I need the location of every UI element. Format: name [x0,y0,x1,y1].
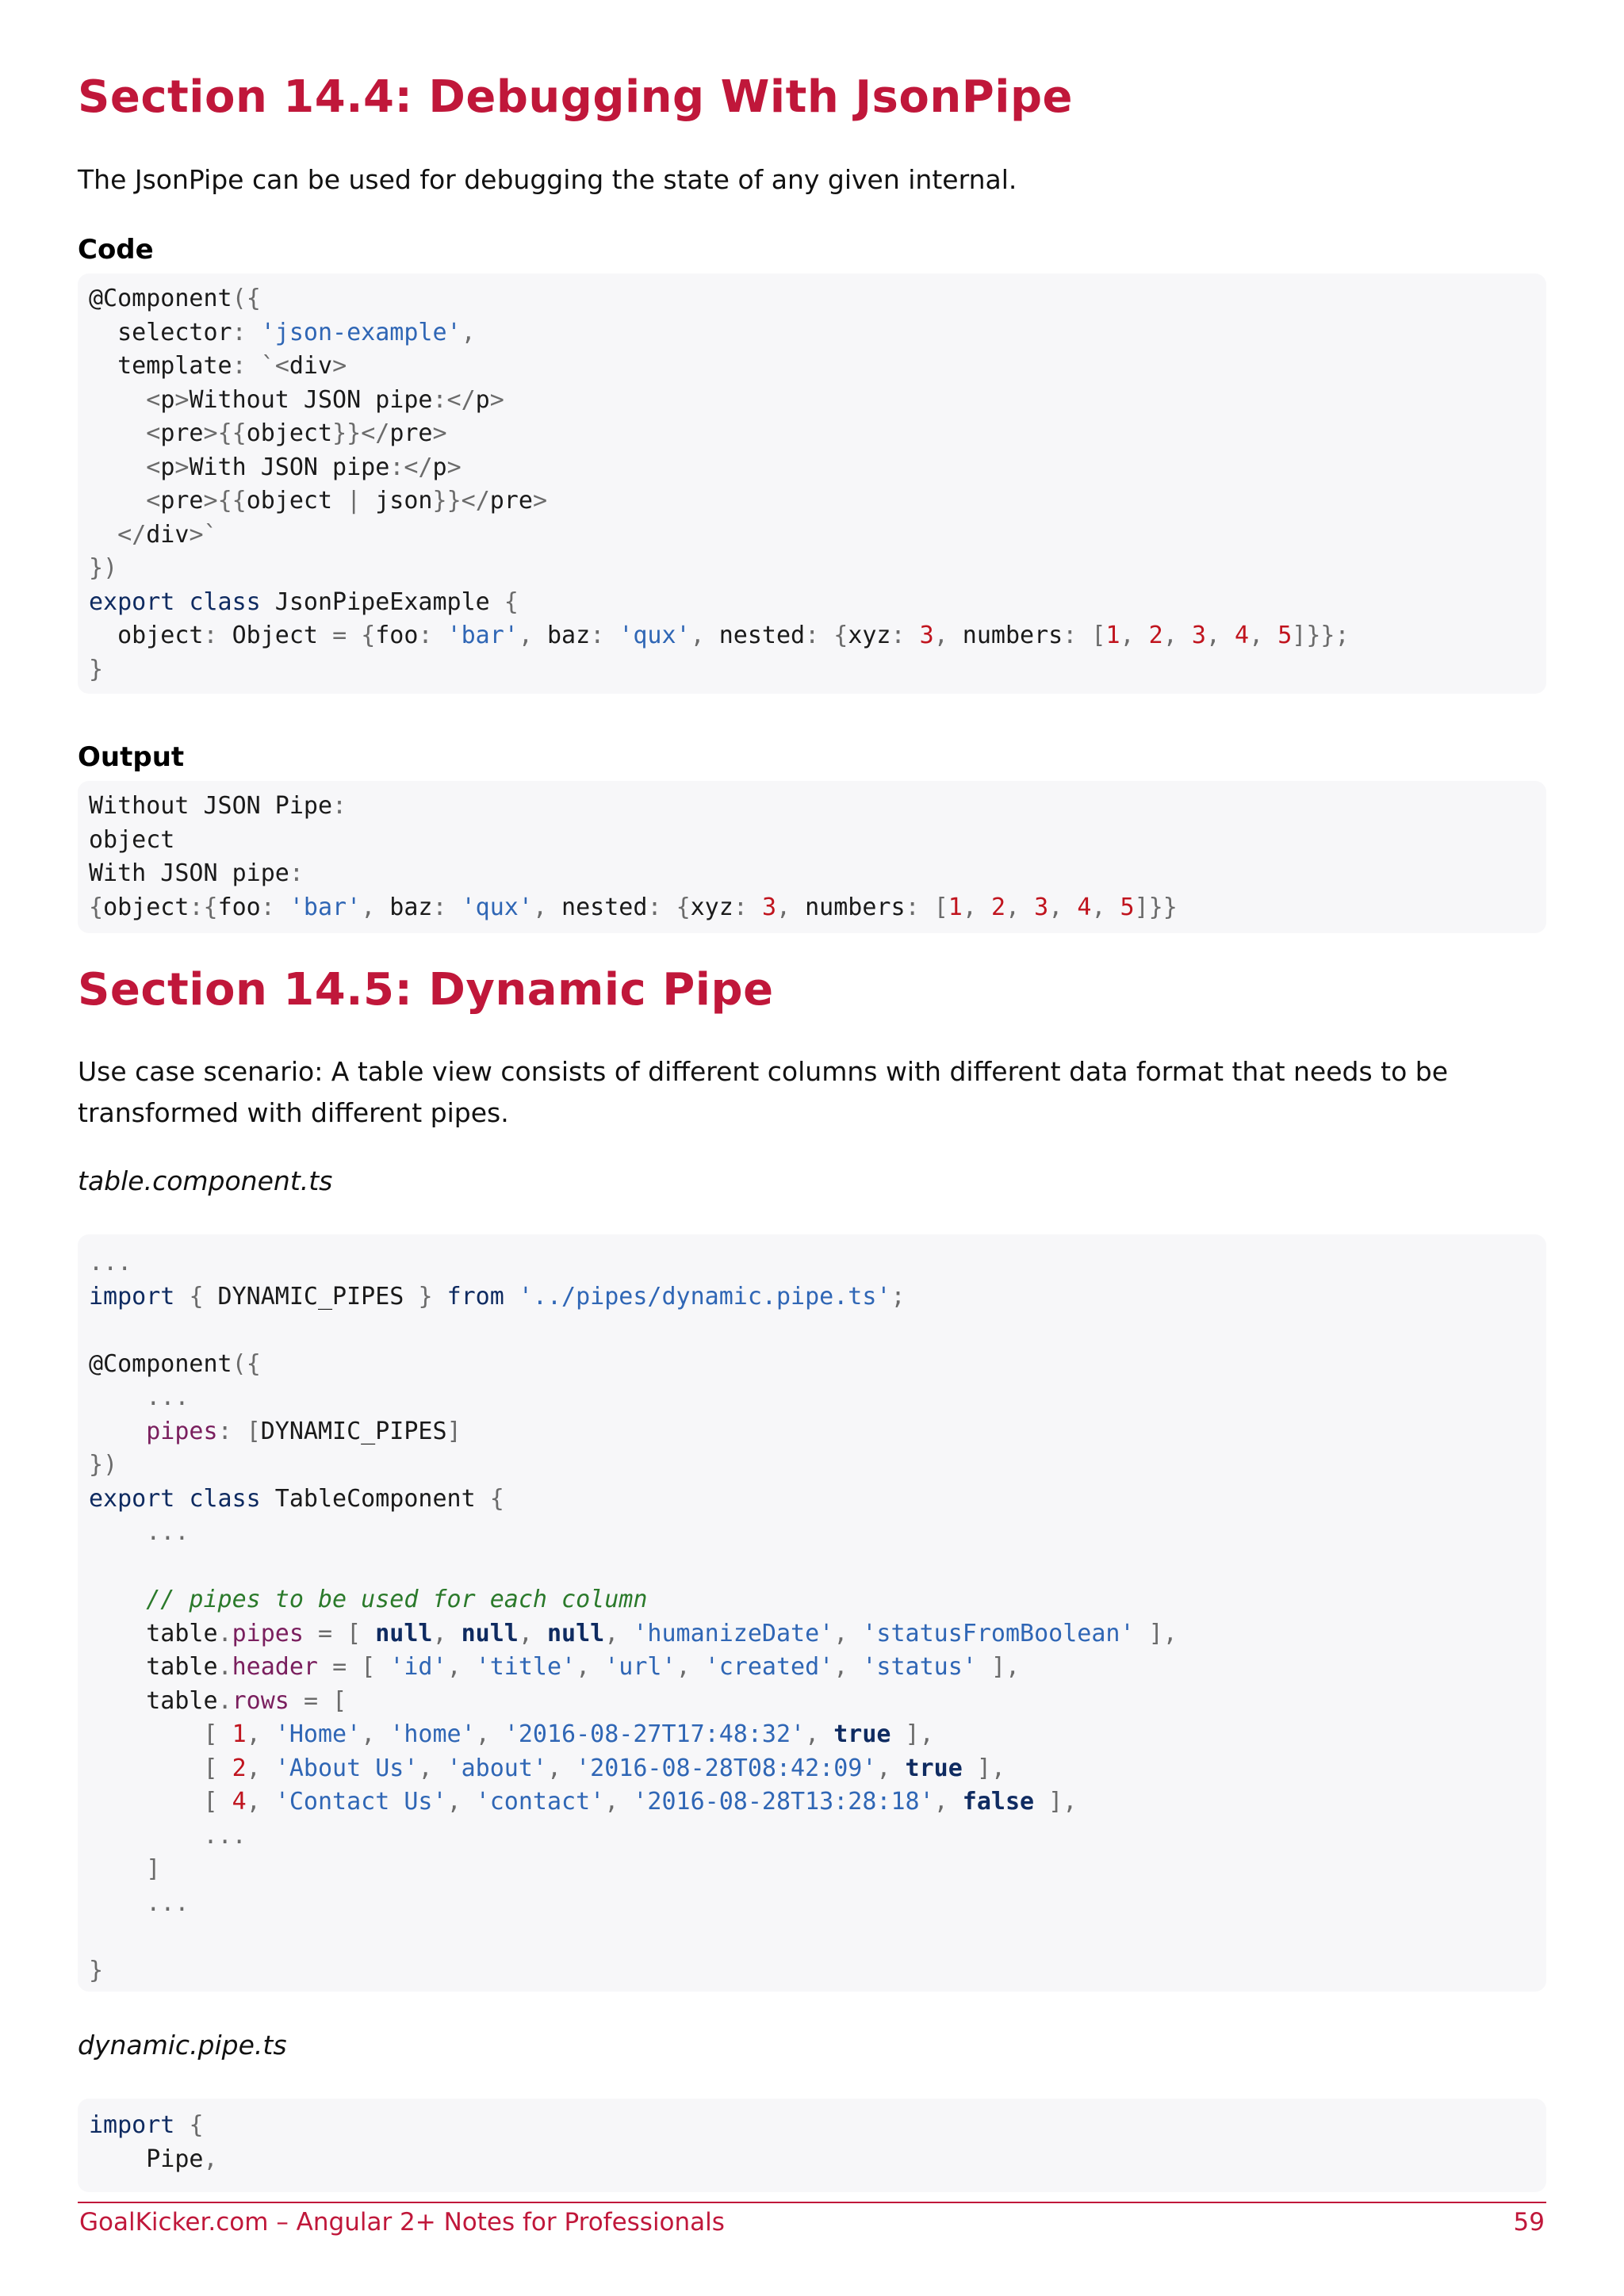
code-dynamic-pipe: import { Pipe, [89,2111,218,2173]
section-heading-14-5: Section 14.5: Dynamic Pipe [78,964,774,1016]
output-label: Output [78,741,185,773]
code-label: Code [78,234,154,266]
code-json-example: @Component({ selector: 'json-example', template: `<div> <p>Without JSON pipe:</p> <pre>{{object}}</pre> <p>With JSON pipe:</p> <pre>{{object | json}}</pre> </div>` }) export class JsonPipeExample { object: Object = {foo: 'bar', baz: 'qux', nested: {xyz: 3, numbers: [1, 2, 3, 4, 5]}}; } [89,285,1350,683]
code-output: Without JSON Pipe: object With JSON pipe: {object:{foo: 'bar', baz: 'qux', nested: {xyz: 3, numbers: [1, 2, 3, 4, 5]}} [89,792,1178,921]
filename-dynamic-pipe: dynamic.pipe.ts [78,2030,287,2061]
section-heading-14-4: Section 14.4: Debugging With JsonPipe [78,71,1074,123]
page-number: 59 [1513,2208,1545,2237]
section-intro-14-5: Use case scenario: A table view consists of different columns with different data format that needs to be transformed with different pipes. [78,1056,1449,1128]
code-block-dynamic-pipe [78,2099,1546,2192]
filename-table-component: table.component.ts [78,1165,333,1196]
section-intro-14-4: The JsonPipe can be used for debugging the state of any given internal. [78,164,1017,195]
footer-source: GoalKicker.com – Angular 2+ Notes for Professionals [79,2208,725,2237]
code-table-component: ... import { DYNAMIC_PIPES } from '../pipes/dynamic.pipe.ts'; @Component({ ... pipes: [DYNAMIC_PIPES] }) export class TableComponent { ... // pipes to be used for each column table.pipes = [ null, null, null, 'humanizeDate', 'statusFromBoolean' ], table.header = [ 'id', 'title', 'url', 'created', 'status' ], table.rows = [ [ 1, 'Home', 'home', '2016-08-27T17:48:32', true ], [ 2, 'About Us', 'about', '2016-08-28T08:42:09', true ], [ 4, 'Contact Us', 'contact', '2016-08-28T13:28:18', false ], ... ] ... } [89,1249,1178,1984]
footer-divider [78,2202,1546,2203]
